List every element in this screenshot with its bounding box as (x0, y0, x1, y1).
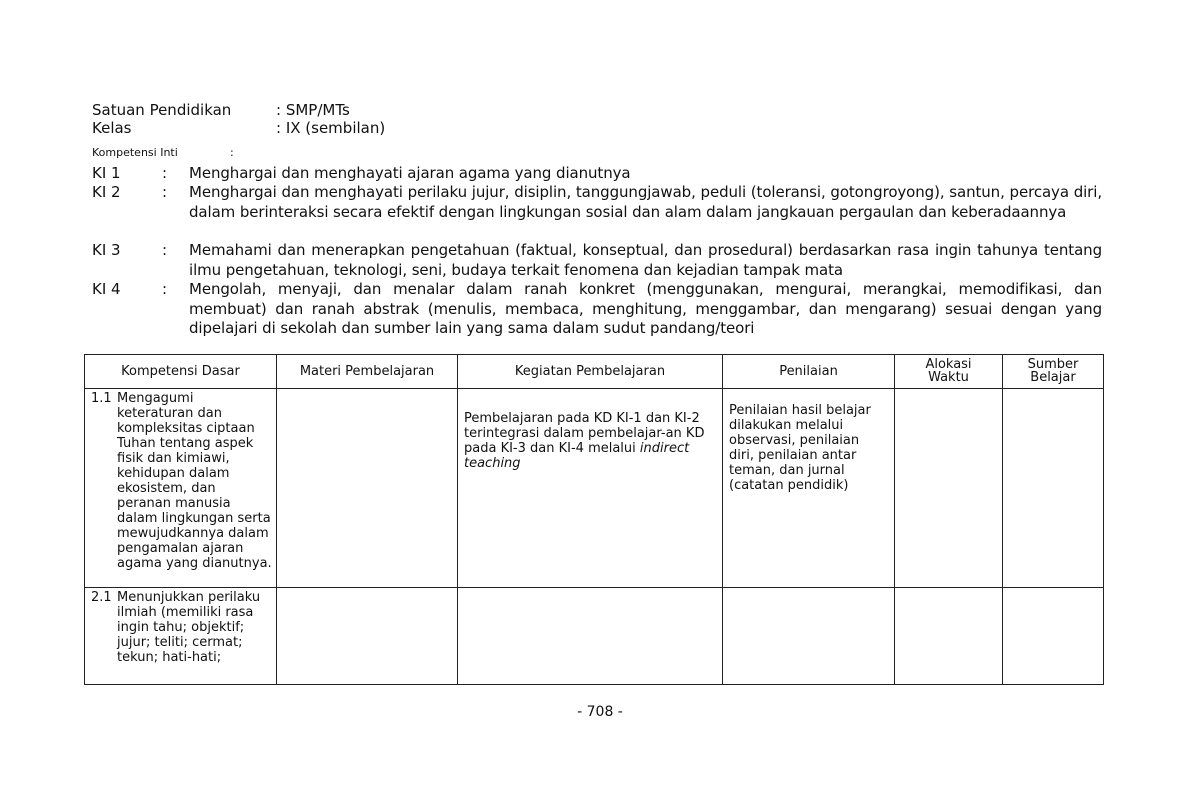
kd-cell (85, 588, 277, 685)
ki-code: KI 2 (92, 183, 121, 201)
header-sumber-line1: Sumber (1027, 356, 1079, 372)
alokasi-cell (895, 588, 1003, 685)
header-alokasi-line2: Waktu (928, 369, 969, 385)
ki-separator: : (162, 183, 168, 201)
kompetensi-inti-label: Kompetensi Inti (92, 146, 178, 159)
materi-cell (277, 389, 458, 588)
kompetensi-inti-heading (92, 146, 234, 159)
penilaian-cell (723, 588, 895, 685)
kd-number: 2.1 (91, 590, 112, 605)
ki-text: Mengolah, menyaji, dan menalar dalam ranah konkret (menggunakan, mengurai, merangkai, memodifikasi, dan membuat) dan ranah abstrak (menulis, membaca, menghitung, menggambar, dan mengarang) sesuai dengan yang dipelajari di sekolah dan sumber lain yang sama dalam sudut pandang/teori (189, 280, 1102, 337)
ki-text: Menghargai dan menghayati perilaku jujur, disiplin, tanggungjawab, peduli (toleransi, gotongroyong), santun, percaya diri, dalam berinteraksi secara efektif dengan lingkungan sosial dan alam dalam jangkauan pergaulan dan keberadaannya (189, 183, 1102, 221)
ki-code: KI 3 (92, 241, 121, 259)
kd-cell (85, 389, 277, 588)
kegiatan-cell (458, 389, 723, 588)
satuan-label: Satuan Pendidikan (92, 101, 232, 119)
table-row (85, 389, 1104, 588)
header-kegiatan: Kegiatan Pembelajaran (458, 355, 723, 389)
header-penilaian: Penilaian (723, 355, 895, 389)
header-kompetensi-dasar: Kompetensi Dasar (85, 355, 277, 389)
ki-item-2 (92, 183, 1102, 222)
kompetensi-inti-colon: : (230, 146, 234, 159)
materi-cell (277, 588, 458, 685)
kegiatan-cell (458, 588, 723, 685)
kompetensi-dasar-table (84, 354, 1104, 685)
ki-item-1 (92, 164, 1102, 184)
ki-separator: : (162, 241, 168, 259)
kegiatan-italic: indirect teaching (464, 441, 690, 471)
ki-item-4 (92, 280, 1102, 339)
satuan-value: : SMP/MTs (276, 101, 350, 119)
sumber-cell (1003, 389, 1104, 588)
table-header-row (85, 355, 1104, 389)
header-alokasi-waktu (895, 355, 1003, 389)
header-materi: Materi Pembelajaran (277, 355, 458, 389)
ki-separator: : (162, 280, 168, 298)
header-sumber-line2: Belajar (1030, 369, 1076, 385)
sumber-cell (1003, 588, 1104, 685)
kd-text: Menunjukkan perilaku ilmiah (memiliki rasa ingin tahu; objektif; jujur; teliti; cermat; tekun; hati-hati; (117, 590, 261, 665)
ki-separator: : (162, 164, 168, 182)
ki-code: KI 1 (92, 164, 121, 182)
kelas-value: : IX (sembilan) (276, 119, 386, 137)
kd-number: 1.1 (91, 391, 112, 406)
header-sumber-belajar (1003, 355, 1104, 389)
ki-item-3 (92, 241, 1102, 280)
kegiatan-text: Pembelajaran pada KD KI-1 dan KI-2 terintegrasi dalam pembelajar-an KD pada KI-3 dan KI-4 melalui (464, 411, 705, 456)
penilaian-cell (723, 389, 895, 588)
page-number: - 708 - (577, 704, 623, 720)
ki-text: Menghargai dan menghayati ajaran agama yang dianutnya (189, 164, 631, 182)
alokasi-cell (895, 389, 1003, 588)
ki-text: Memahami dan menerapkan pengetahuan (faktual, konseptual, dan prosedural) berdasarkan rasa ingin tahunya tentang ilmu pengetahuan, teknologi, seni, budaya terkait fenomena dan kejadian tampak mata (189, 241, 1102, 279)
penilaian-text: Penilaian hasil belajar dilakukan melalui observasi, penilaian diri, penilaian antar teman, dan jurnal (catatan pendidik) (729, 403, 871, 493)
kelas-label: Kelas (92, 119, 132, 137)
kd-text: Mengagumi keteraturan dan kompleksitas ciptaan Tuhan tentang aspek fisik dan kimiawi, kehidupan dalam ekosistem, dan peranan manusia dalam lingkungan serta mewujudkannya dalam pengamalan ajaran agama yang dianutnya. (117, 391, 272, 571)
ki-code: KI 4 (92, 280, 121, 298)
header-alokasi-line1: Alokasi (925, 356, 972, 372)
table-row (85, 588, 1104, 685)
